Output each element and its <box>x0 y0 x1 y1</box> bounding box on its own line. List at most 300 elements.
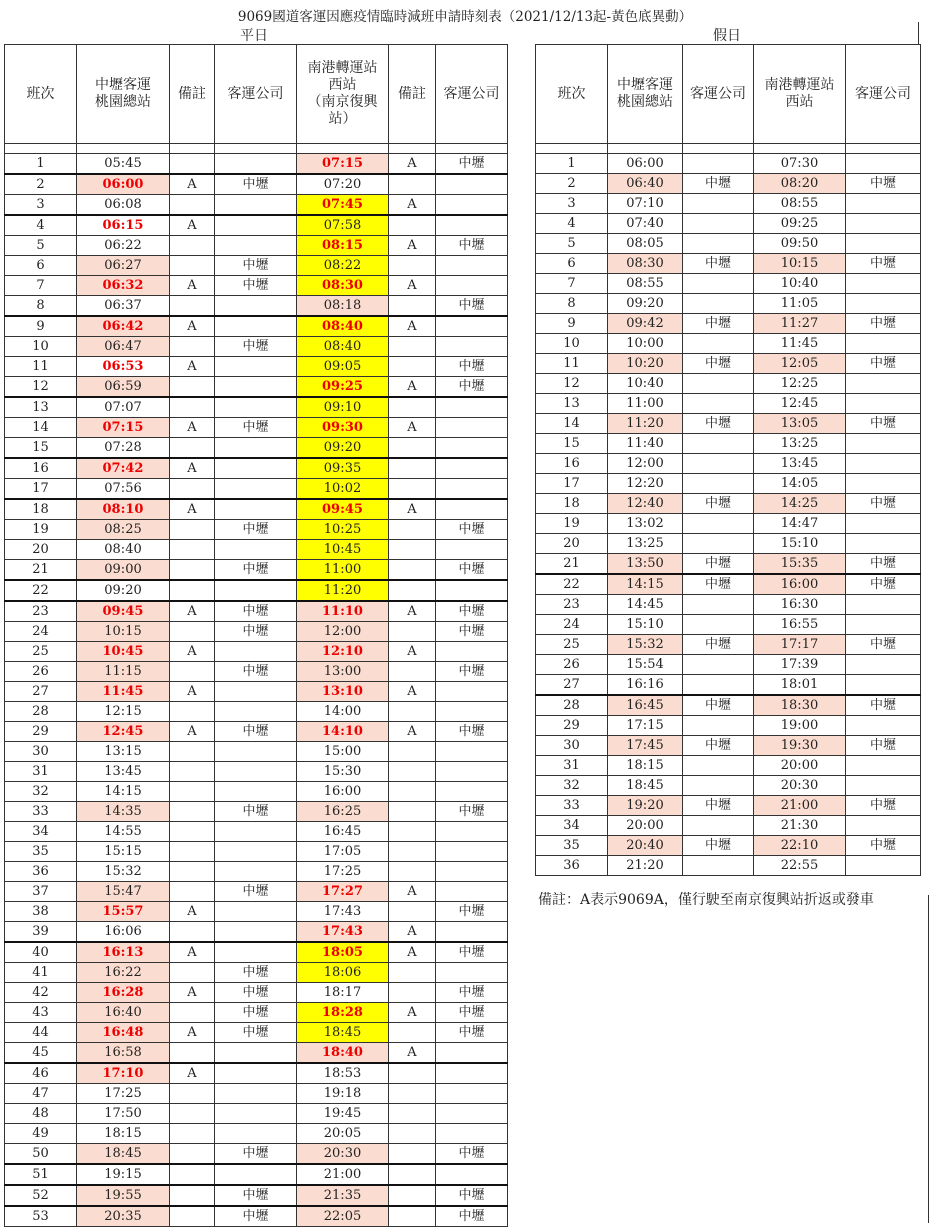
origin-time: 14:15 <box>608 574 683 595</box>
origin-company <box>683 374 754 394</box>
table-row <box>5 357 508 377</box>
dest-note: A <box>389 642 436 662</box>
origin-company <box>683 454 754 474</box>
trip-number: 23 <box>536 595 608 615</box>
dest-company <box>436 682 508 702</box>
origin-time: 10:15 <box>77 622 170 642</box>
spacer-cell <box>77 144 170 154</box>
table-row <box>536 414 921 434</box>
table-row <box>5 822 508 842</box>
dest-time: 12:45 <box>754 394 846 414</box>
dest-note: A <box>389 922 436 943</box>
table-row <box>536 534 921 554</box>
origin-company: 中壢 <box>215 560 297 581</box>
origin-company <box>215 642 297 662</box>
origin-note: A <box>170 357 215 377</box>
dest-time: 20:00 <box>754 756 846 776</box>
dest-time: 17:43 <box>297 902 389 922</box>
origin-time: 20:00 <box>608 816 683 836</box>
origin-time: 18:45 <box>608 776 683 796</box>
trip-number: 18 <box>5 499 77 520</box>
trip-number: 16 <box>5 458 77 479</box>
dest-note: A <box>389 942 436 963</box>
origin-time: 14:35 <box>77 802 170 822</box>
origin-time: 12:20 <box>608 474 683 494</box>
dest-company: 中壢 <box>436 722 508 742</box>
origin-time: 15:47 <box>77 882 170 902</box>
origin-company <box>215 499 297 520</box>
dest-time: 10:15 <box>754 254 846 274</box>
origin-note <box>170 540 215 560</box>
dest-time: 15:30 <box>297 762 389 782</box>
trip-number: 23 <box>5 601 77 622</box>
origin-note: A <box>170 682 215 702</box>
origin-time: 19:20 <box>608 796 683 816</box>
trip-number: 4 <box>536 214 608 234</box>
table-row <box>5 882 508 902</box>
table-row <box>5 316 508 337</box>
origin-note <box>170 802 215 822</box>
column-header: 客運公司 <box>436 45 508 144</box>
trip-number: 32 <box>5 782 77 802</box>
trip-number: 6 <box>5 256 77 276</box>
dest-company: 中壢 <box>846 174 921 194</box>
dest-company <box>846 816 921 836</box>
origin-note <box>170 560 215 581</box>
trip-number: 3 <box>5 195 77 216</box>
table-row <box>5 1043 508 1064</box>
origin-company: 中壢 <box>215 601 297 622</box>
origin-note <box>170 377 215 398</box>
dest-company <box>436 782 508 802</box>
table-row <box>5 195 508 216</box>
origin-time: 20:40 <box>608 836 683 856</box>
table-row <box>536 314 921 334</box>
origin-time: 13:25 <box>608 534 683 554</box>
origin-note <box>170 742 215 762</box>
holiday-timetable <box>535 44 921 876</box>
dest-company: 中壢 <box>436 236 508 256</box>
origin-time: 07:40 <box>608 214 683 234</box>
trip-number: 35 <box>536 836 608 856</box>
dest-note <box>389 540 436 560</box>
trip-number: 50 <box>5 1144 77 1165</box>
dest-company <box>846 154 921 174</box>
trip-number: 12 <box>536 374 608 394</box>
column-header: 備註 <box>170 45 215 144</box>
origin-time: 06:59 <box>77 377 170 398</box>
spacer-cell <box>389 144 436 154</box>
trip-number: 4 <box>5 215 77 236</box>
table-row <box>5 1023 508 1043</box>
origin-company <box>683 214 754 234</box>
dest-time: 11:20 <box>297 580 389 601</box>
origin-company: 中壢 <box>215 622 297 642</box>
dest-company <box>436 862 508 882</box>
origin-time: 08:40 <box>77 540 170 560</box>
origin-time: 17:50 <box>77 1104 170 1124</box>
origin-company <box>215 682 297 702</box>
dest-time: 20:30 <box>297 1144 389 1165</box>
origin-company <box>215 902 297 922</box>
trip-number: 52 <box>5 1185 77 1206</box>
table-row <box>5 842 508 862</box>
origin-company: 中壢 <box>215 722 297 742</box>
origin-company: 中壢 <box>683 736 754 756</box>
dest-company <box>436 882 508 902</box>
origin-time: 05:45 <box>77 154 170 175</box>
origin-note <box>170 1164 215 1185</box>
origin-time: 17:15 <box>608 716 683 736</box>
dest-company: 中壢 <box>846 635 921 655</box>
table-row <box>5 682 508 702</box>
dest-company <box>436 438 508 459</box>
trip-number: 14 <box>536 414 608 434</box>
origin-note <box>170 1124 215 1144</box>
table-row <box>536 354 921 374</box>
dest-company <box>436 963 508 983</box>
origin-company: 中壢 <box>683 354 754 374</box>
dest-time: 20:05 <box>297 1124 389 1144</box>
dest-company <box>436 742 508 762</box>
origin-time: 16:16 <box>608 675 683 696</box>
trip-number: 41 <box>5 963 77 983</box>
column-header: 南港轉運站 西站 <box>754 45 846 144</box>
dest-time: 10:45 <box>297 540 389 560</box>
origin-company: 中壢 <box>683 574 754 595</box>
origin-note <box>170 1206 215 1227</box>
origin-company <box>215 438 297 459</box>
dest-company <box>436 1124 508 1144</box>
origin-company <box>683 595 754 615</box>
dest-note <box>389 862 436 882</box>
origin-time: 07:15 <box>77 418 170 438</box>
trip-number: 45 <box>5 1043 77 1064</box>
dest-company: 中壢 <box>436 560 508 581</box>
origin-company <box>215 458 297 479</box>
table-row <box>536 514 921 534</box>
spacer-cell <box>608 144 683 154</box>
header-row <box>5 45 508 144</box>
spacer-cell <box>846 144 921 154</box>
dest-company <box>436 397 508 418</box>
weekday-timetable <box>4 44 508 1227</box>
dest-company: 中壢 <box>436 1003 508 1023</box>
origin-time: 15:57 <box>77 902 170 922</box>
dest-company <box>436 1063 508 1084</box>
origin-time: 18:15 <box>77 1124 170 1144</box>
trip-number: 19 <box>5 520 77 540</box>
origin-time: 11:45 <box>77 682 170 702</box>
origin-company: 中壢 <box>215 174 297 195</box>
dest-time: 13:10 <box>297 682 389 702</box>
origin-note <box>170 438 215 459</box>
dest-time: 12:05 <box>754 354 846 374</box>
trip-number: 20 <box>5 540 77 560</box>
table-row <box>536 194 921 214</box>
dest-company: 中壢 <box>846 494 921 514</box>
table-row <box>5 560 508 581</box>
table-row <box>5 296 508 317</box>
dest-time: 18:05 <box>297 942 389 963</box>
spacer-cell <box>297 144 389 154</box>
column-header: 中壢客運 桃園總站 <box>608 45 683 144</box>
dest-time: 14:25 <box>754 494 846 514</box>
origin-company <box>215 762 297 782</box>
trip-number: 47 <box>5 1084 77 1104</box>
dest-time: 11:45 <box>754 334 846 354</box>
origin-company <box>215 942 297 963</box>
origin-company <box>683 816 754 836</box>
origin-time: 08:10 <box>77 499 170 520</box>
trip-number: 28 <box>536 695 608 716</box>
dest-note <box>389 1164 436 1185</box>
table-row <box>5 942 508 963</box>
dest-time: 17:27 <box>297 882 389 902</box>
dest-time: 13:25 <box>754 434 846 454</box>
spacer-cell <box>215 144 297 154</box>
dest-company: 中壢 <box>846 736 921 756</box>
origin-time: 06:08 <box>77 195 170 216</box>
table-row <box>5 479 508 500</box>
dest-time: 10:02 <box>297 479 389 500</box>
dest-time: 14:05 <box>754 474 846 494</box>
dest-note: A <box>389 418 436 438</box>
origin-company <box>215 580 297 601</box>
dest-time: 09:30 <box>297 418 389 438</box>
origin-note <box>170 397 215 418</box>
origin-company <box>215 782 297 802</box>
dest-company <box>436 418 508 438</box>
dest-company <box>846 454 921 474</box>
trip-number: 53 <box>5 1206 77 1227</box>
origin-time: 12:45 <box>77 722 170 742</box>
dest-note: A <box>389 882 436 902</box>
dest-note: A <box>389 499 436 520</box>
origin-note <box>170 702 215 722</box>
dest-company: 中壢 <box>846 796 921 816</box>
origin-company: 中壢 <box>215 1185 297 1206</box>
origin-company <box>683 274 754 294</box>
trip-number: 8 <box>536 294 608 314</box>
trip-number: 36 <box>536 856 608 876</box>
dest-company: 中壢 <box>436 983 508 1003</box>
dest-time: 09:05 <box>297 357 389 377</box>
column-header: 南港轉運站 西站 （南京復興 站） <box>297 45 389 144</box>
dest-company <box>846 234 921 254</box>
table-row <box>536 294 921 314</box>
table-row <box>5 642 508 662</box>
origin-note <box>170 520 215 540</box>
origin-note <box>170 762 215 782</box>
table-row <box>5 702 508 722</box>
dest-note <box>389 438 436 459</box>
dest-company: 中壢 <box>436 802 508 822</box>
dest-note <box>389 1206 436 1227</box>
origin-company <box>215 842 297 862</box>
origin-company: 中壢 <box>215 520 297 540</box>
trip-number: 22 <box>536 574 608 595</box>
origin-time: 14:45 <box>608 595 683 615</box>
dest-note: A <box>389 276 436 296</box>
dest-time: 15:10 <box>754 534 846 554</box>
origin-time: 06:00 <box>608 154 683 174</box>
table-row <box>536 574 921 595</box>
origin-company <box>683 154 754 174</box>
origin-time: 06:22 <box>77 236 170 256</box>
trip-number: 25 <box>5 642 77 662</box>
dest-note: A <box>389 682 436 702</box>
header-row <box>536 45 921 144</box>
dest-company: 中壢 <box>436 1206 508 1227</box>
origin-time: 10:45 <box>77 642 170 662</box>
dest-time: 15:35 <box>754 554 846 575</box>
origin-company <box>683 474 754 494</box>
dest-note <box>389 174 436 195</box>
trip-number: 39 <box>5 922 77 943</box>
dest-company <box>846 675 921 696</box>
table-row <box>536 394 921 414</box>
table-row <box>5 215 508 236</box>
origin-note <box>170 922 215 943</box>
spacer-cell <box>683 144 754 154</box>
dest-time: 08:22 <box>297 256 389 276</box>
origin-note: A <box>170 316 215 337</box>
origin-company: 中壢 <box>215 802 297 822</box>
trip-number: 51 <box>5 1164 77 1185</box>
spacer-cell <box>436 144 508 154</box>
dest-time: 18:30 <box>754 695 846 716</box>
origin-time: 19:15 <box>77 1164 170 1185</box>
table-row <box>5 922 508 943</box>
trip-number: 9 <box>536 314 608 334</box>
dest-time: 07:15 <box>297 154 389 175</box>
dest-time: 13:05 <box>754 414 846 434</box>
dest-note <box>389 580 436 601</box>
trip-number: 22 <box>5 580 77 601</box>
origin-time: 09:20 <box>77 580 170 601</box>
origin-company: 中壢 <box>683 695 754 716</box>
dest-note: A <box>389 154 436 175</box>
origin-time: 06:15 <box>77 215 170 236</box>
dest-company: 中壢 <box>436 1023 508 1043</box>
dest-time: 17:43 <box>297 922 389 943</box>
origin-company <box>215 1084 297 1104</box>
table-row <box>536 454 921 474</box>
table-row <box>5 1003 508 1023</box>
dest-time: 16:30 <box>754 595 846 615</box>
trip-number: 15 <box>536 434 608 454</box>
column-header: 備註 <box>389 45 436 144</box>
dest-company <box>846 655 921 675</box>
trip-number: 29 <box>536 716 608 736</box>
trip-number: 27 <box>536 675 608 696</box>
trip-number: 34 <box>5 822 77 842</box>
dest-note: A <box>389 1043 436 1064</box>
origin-company <box>215 1063 297 1084</box>
origin-time: 06:42 <box>77 316 170 337</box>
trip-number: 21 <box>536 554 608 575</box>
dest-company: 中壢 <box>846 314 921 334</box>
origin-company: 中壢 <box>683 635 754 655</box>
origin-company <box>215 862 297 882</box>
table-row <box>5 1104 508 1124</box>
dest-note <box>389 296 436 317</box>
dest-time: 19:45 <box>297 1104 389 1124</box>
dest-time: 08:30 <box>297 276 389 296</box>
table-row <box>536 776 921 796</box>
dest-note <box>389 1185 436 1206</box>
trip-number: 24 <box>536 615 608 635</box>
dest-time: 19:30 <box>754 736 846 756</box>
table-row <box>536 796 921 816</box>
table-row <box>5 438 508 459</box>
table-row <box>5 540 508 560</box>
origin-note: A <box>170 983 215 1003</box>
origin-note: A <box>170 722 215 742</box>
origin-note <box>170 622 215 642</box>
trip-number: 10 <box>5 337 77 357</box>
dest-time: 09:25 <box>754 214 846 234</box>
dest-time: 10:25 <box>297 520 389 540</box>
origin-company: 中壢 <box>215 963 297 983</box>
dest-company <box>436 195 508 216</box>
origin-time: 12:15 <box>77 702 170 722</box>
dest-note <box>389 983 436 1003</box>
dest-time: 17:05 <box>297 842 389 862</box>
dest-note: A <box>389 722 436 742</box>
dest-note <box>389 822 436 842</box>
trip-number: 6 <box>536 254 608 274</box>
origin-time: 11:40 <box>608 434 683 454</box>
table-row <box>536 615 921 635</box>
origin-company <box>683 675 754 696</box>
origin-time: 09:45 <box>77 601 170 622</box>
table-row <box>536 174 921 194</box>
table-row <box>5 1084 508 1104</box>
dest-time: 18:45 <box>297 1023 389 1043</box>
table-row <box>5 337 508 357</box>
column-header: 客運公司 <box>215 45 297 144</box>
dest-company <box>436 174 508 195</box>
origin-time: 12:40 <box>608 494 683 514</box>
dest-time: 18:01 <box>754 675 846 696</box>
dest-company <box>436 256 508 276</box>
origin-company <box>215 1124 297 1144</box>
origin-company: 中壢 <box>215 1144 297 1165</box>
dest-time: 13:45 <box>754 454 846 474</box>
origin-company <box>215 316 297 337</box>
origin-time: 10:20 <box>608 354 683 374</box>
column-header: 中壢客運 桃園總站 <box>77 45 170 144</box>
dest-time: 17:25 <box>297 862 389 882</box>
dest-time: 08:18 <box>297 296 389 317</box>
table-row <box>536 675 921 696</box>
trip-number: 48 <box>5 1104 77 1124</box>
origin-note <box>170 662 215 682</box>
origin-note: A <box>170 642 215 662</box>
origin-time: 07:10 <box>608 194 683 214</box>
table-row <box>536 254 921 274</box>
dest-time: 14:47 <box>754 514 846 534</box>
dest-company <box>846 756 921 776</box>
table-row <box>536 836 921 856</box>
origin-time: 06:32 <box>77 276 170 296</box>
dest-company <box>846 394 921 414</box>
origin-note: A <box>170 276 215 296</box>
dest-time: 08:15 <box>297 236 389 256</box>
dest-time: 09:25 <box>297 377 389 398</box>
